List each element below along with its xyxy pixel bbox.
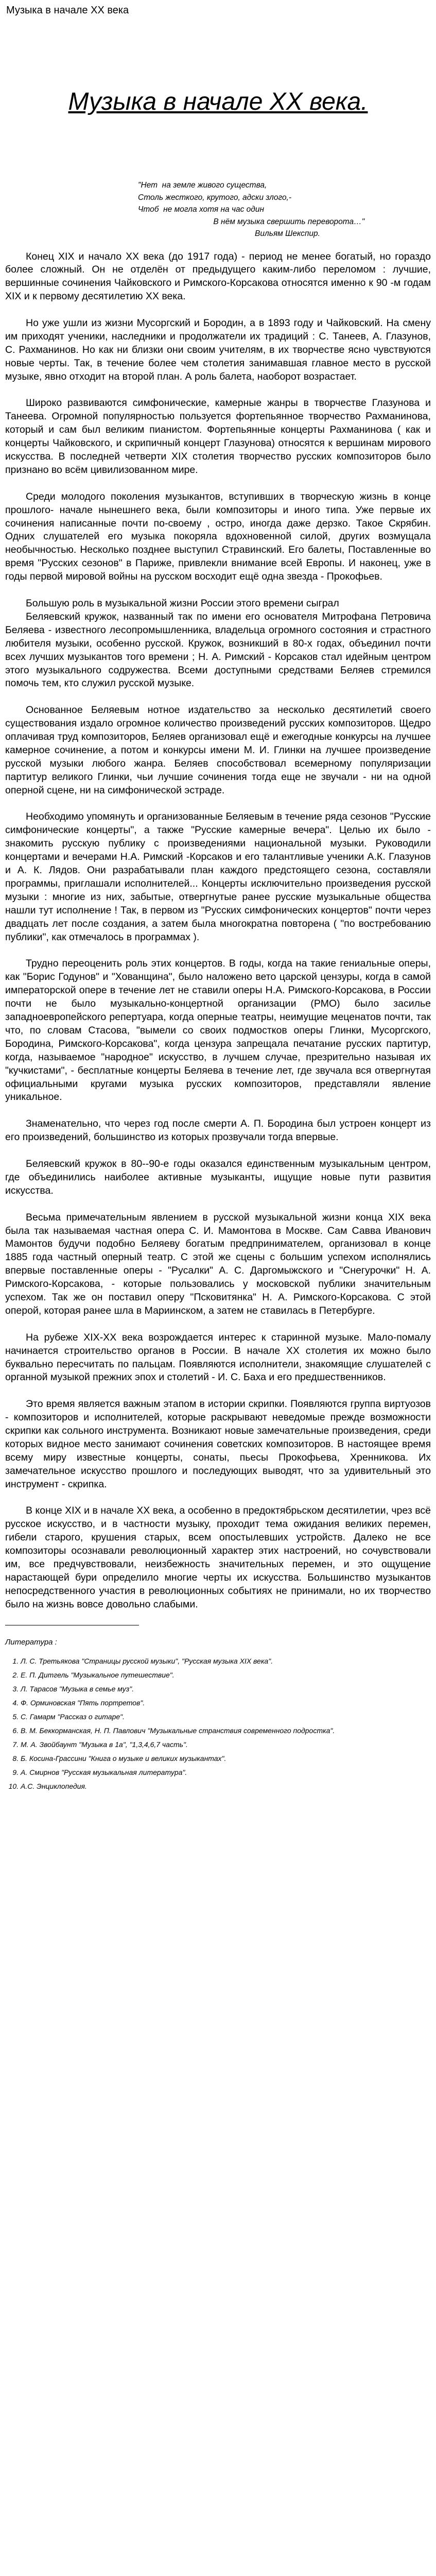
reference-item: 1. Л. С. Третьякова "Страницы русской музыки", "Русская музыка XIX века".	[21, 1654, 431, 1668]
paragraph: Конец XIX и начало XX века (до 1917 года) - период не менее богатый, но гораздо более сложный. Он не отделён от предыдущего каким-либо переломом : лучшие, вершинные сочинения Чайковского и Римского-Корсакова относятся именно к 90 -м годам XIX и к первому десятилетию XX века.	[5, 250, 431, 302]
paragraph: В конце XIX и в начале XX века, а особенно в предоктябрьском десятилетии, чрез всё русское искусство, и в частности музыку, проходит тема ожидания великих перемен, гибели старого, крушения старых, всем опостылевших устройств. Далеко не все композиторы осознавали революционный характер этих настроений, но сочувствовали им, все предчувствовали, неизбежность значительных перемен, и это ощущение нарастающей бури определило многие черты их искусства. Большинство музыкантов непосредственного участия в революционных событиях не принимали, но их творчество было на жизнь вовсе довольно слабыми.	[5, 1505, 431, 1610]
epigraph-line: Чтоб не могла хотя на час один	[138, 205, 264, 214]
epigraph-line: Столь жесткого, крутого, адски злого,-	[138, 193, 292, 202]
paragraph: Это время является важным этапом в истории скрипки. Появляются группа виртуозов - композиторов и исполнителей, которые раскрывают неведомые прежде возможности скрипки как сольного инструмента. Возникают новые замечательные произведения, среди которых видное место занимают сочинения советских композиторов. В настоящее время всему миру известные концерты, сонаты, пьесы Прокофьева, Хренникова. Их замечательное искусство прошлого и последующих выводят, что за удивительный это инструмент - скрипка.	[5, 1398, 431, 1490]
reference-item: 7. М. А. Звойбаунт "Музыка в 1а", "1,3,4,6,7 часть".	[21, 1738, 431, 1752]
paragraph: Трудно переоценить роль этих концертов. В годы, когда на такие гениальные оперы, как "Борис Годунов" и "Хованщина", было наложено вето царской цензуры, когда в самой императорской опере в течение лет не ставили оперы Н.А. Римского-Корсакова, в России почти не было музыкально-концертной организации (РМО) было засилье западноевропейского репертуара, когда оперные театры, неимущие меценатов почти, так что, по словам Стасова, "вымели со своих подмостков оперы Глинки, Мусоргского, Бородина, Римского-Корсакова", когда цензура запрещала печатание русских партитур, когда, называемое "народное" искусство, в лучшем случае, презрительно называя их "кучкистами", - бесплатные концерты Беляева в течение лет, где звучала вся отвергнутая официальными кругами музыка русских композиторов, представляли явление уникальное.	[5, 958, 431, 1103]
article-body	[0, 250, 436, 1612]
document-header	[0, 0, 436, 21]
paragraph: Но уже ушли из жизни Мусоргский и Бородин, а в 1893 году и Чайковский. На смену им приходят ученики, наследники и продолжатели их традиций : С. Танеев, А. Глазунов, С. Рахманинов. Но как ни близки они своим учителям, в их творчестве ясно чувствуются новые черты. Так, в течение более чем столетия занимавшая главное место в русской музыке, явно отходит на второй план. А роль балета, наоборот возрастает.	[5, 317, 431, 382]
paragraph: На рубеже XIX-XX века возрождается интерес к старинной музыке. Мало-помалу начинается строительство органов в России. В начале XX столетия их можно было буквально пересчитать по пальцам. Появляются исполнители, знакомящие слушателей с органной музыкой прежних эпох и столетий - И. С. Баха и его предшественников.	[5, 1331, 431, 1383]
reference-item: 8. Б. Косина-Грассини "Книга о музыке и великих музыкантах".	[21, 1752, 431, 1766]
references-list	[0, 1654, 436, 1793]
title-block	[0, 87, 436, 117]
paragraph: Среди молодого поколения музыкантов, вступивших в творческую жизнь в конце прошлого- начале нынешнего века, были композиторы и иного типа. Уже первые их сочинения написанные почти по-своему , остро, иногда даже дерзко. Такое Скрябин. Одних слушателей его музыка покоряла вдохновенной силой, других возмущала необычностью. Несколько позднее выступил Стравинский. Его балеты, Поставленные во время "Русских сезонов" в Париже, привлекли внимание всей Европы. И наконец, уже в годы первой мировой войны на русском восходит ещё одна звезда - Прокофьев.	[5, 490, 431, 583]
reference-item: 6. В. М. Беккорманская, Н. П. Павлович "Музыкальные странствия современного подростка".	[21, 1724, 431, 1738]
reference-item: 4. Ф. Орминовская "Пять портретов".	[21, 1696, 431, 1710]
document-header-title: Музыка в начале XX века	[6, 5, 129, 16]
paragraph: Беляевский кружок в 80--90-е годы оказался единственным музыкальным центром, где объединились наиболее активные музыканты, ищущие новые пути развития искусства.	[5, 1158, 431, 1196]
reference-item: 10. А.С. Энциклопедия.	[21, 1780, 431, 1793]
paragraph: Большую роль в музыкальной жизни России этого времени сыграл	[26, 598, 339, 609]
epigraph-line: "Нет на земле живого существа,	[138, 181, 267, 190]
paragraph: Весьма примечательным явлением в русской музыкальной жизни конца XIX века была так называемая частная опера С. И. Мамонтова в Москве. Сам Савва Иванович Мамонтов будучи подобно Беляеву богатым предпринимателем, организовал в конце 1885 года частный оперный театр. С этой же сцены с большим успехом исполнялись впервые поставленные оперы - "Русалки" А. С. Даргомыжского и "Снегурочки" Н. А. Римского-Корсакова, - которые пользовались у московской публики значительным успехом. Так же он поставил оперу "Псковитянка" Н. А. Римского-Корсакова. С этой оперой, которая ранее шла в Мариинском, а затем не ставилась в Петербурге.	[5, 1211, 431, 1316]
epigraph-author: Вильям Шекспир.	[255, 229, 320, 238]
epigraph	[138, 179, 436, 240]
reference-item: 3. Л. Тарасов "Музыка в семье муз".	[21, 1682, 431, 1696]
reference-item: 9. А. Смирнов "Русская музыкальная литература".	[21, 1766, 431, 1780]
references-heading: Литература :	[5, 1637, 57, 1647]
paragraph: Необходимо упомянуть и организованные Беляевым в течение ряда сезонов "Русские симфонические концерты", а также "Русские камерные вечера". Целью их было - знакомить русскую публику с произведениями национальной музыки. Руководили концертами и вечерами Н.А. Римский -Корсаков и его талантливые ученики А.К. Глазунов и А. К. Лядов. Они разрабатывали план каждого предстоящего сезона, составляли программы, приглашали исполнителей... Концерты исключительно произведения русской музыки : многие из них, забытые, отвергнутые ранее русские музыкальные общества нашли тут исполнение ! Так, в первом из "Русских симфонических концертов" почти через двадцать лет после создания, а затем была многократна повторена ( "по востребованию публики", как отмечалось в программах ).	[5, 811, 431, 943]
epigraph-line: В нём музыка свершить переворота…"	[138, 217, 365, 226]
paragraph: Знаменательно, что через год после смерти А. П. Бородина был устроен концерт из его произведений, большинство из которых прозвучали тогда впервые.	[5, 1118, 431, 1143]
reference-item: 5. С. Гамарм "Рассказ о гитаре".	[21, 1710, 431, 1724]
paragraph: Беляевский кружок, названный так по имени его основателя Митрофана Петровича Беляева - известного лесопромышленника, владельца огромного состояния и страстного любителя музыки, особенно русской. Кружок, возникший в 80-х годах, объединил почти всех лучших музыкантов того времени ; Н. А. Римский - Корсаков стал идейным центром этого музыкального содружества. Всеми доступными средствами Беляев стремился помочь тем, кто служил русской музыке.	[5, 611, 431, 689]
paragraph: Основанное Беляевым нотное издательство за несколько десятилетий своего существования издало огромное количество произведений русских композиторов. Щедро оплачивая труд композиторов, Беляев организовал ещё и ежегодные конкурсы на лучшее камерное сочинение, а потом и конкурсы имени М. И. Глинки на лучшее произведение русской музыки любого жанра. Беляев способствовал всемерному популяризации партитур великого Глинки, чьи лучшие сочинения тогда еще не звучали - ни на одной оперной сцене, ни на симфонической эстраде.	[5, 704, 431, 796]
paragraph: Широко развиваются симфонические, камерные жанры в творчестве Глазунова и Танеева. Огромной популярностью пользуется фортепьянное творчество Рахманинова, который и сам был великим пианистом. Фортепьянные концерты Рахманинова ( как и концерты Чайковского, и скрипичный концерт Глазунова) относятся к вершинам мирового искусства. В последней четверти XIX столетия творчество русских композиторов было признано во всём цивилизованном мире.	[5, 397, 431, 476]
page-title: Музыка в начале XX века.	[68, 88, 368, 115]
reference-item: 2. Е. П. Дитгель "Музыкальное путешествие".	[21, 1668, 431, 1682]
